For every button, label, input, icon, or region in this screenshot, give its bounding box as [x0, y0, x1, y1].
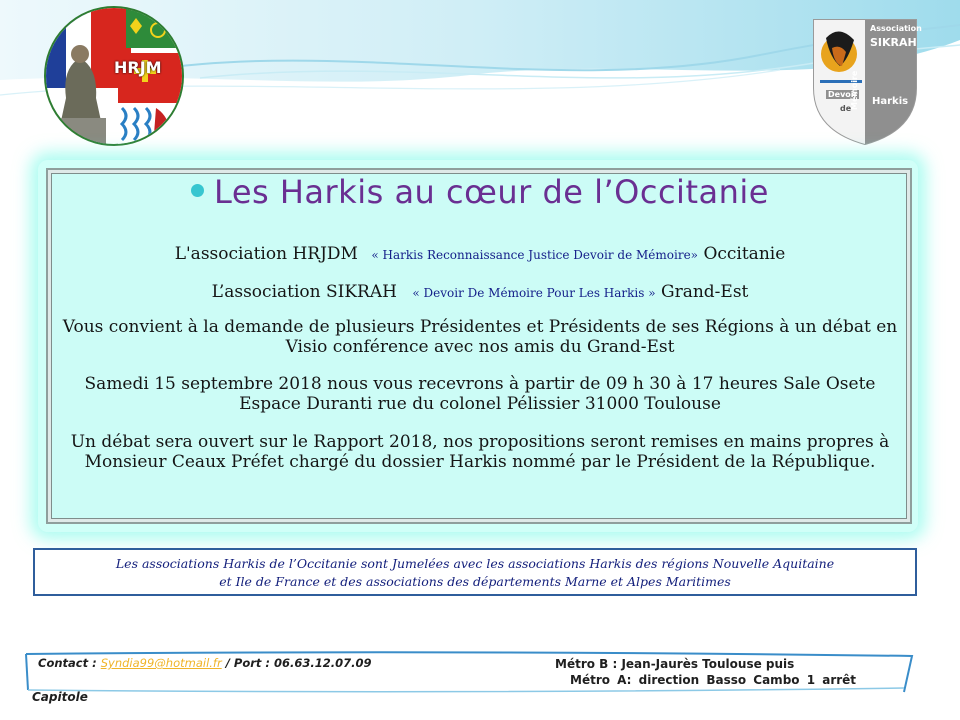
sikrah-logo-harkis: Harkis: [872, 96, 909, 107]
page-title-text: Les Harkis au cœur de l’Occitanie: [214, 173, 769, 211]
metro-capitole: Capitole: [32, 690, 88, 704]
association-hrjdm-quote: « Harkis Reconnaissance Justice Devoir de Mémoire»: [371, 248, 699, 262]
association-sikrah-name: L’association SIKRAH: [211, 282, 397, 302]
twinning-info-line-1: Les associations Harkis de l’Occitanie sont Jumelées avec les associations Harkis des régions Nouvelle Aquitaine: [115, 556, 835, 571]
association-hrjdm-line: [50, 244, 910, 265]
sikrah-logo-line2: SIKRAH: [870, 36, 917, 49]
sikrah-logo-memoire: Mémoire: [850, 70, 859, 110]
hrjm-logo: [44, 6, 184, 146]
sikrah-logo: [812, 18, 922, 146]
event-address-line: Espace Duranti rue du colonel Pélissier 31000 Toulouse: [239, 394, 721, 414]
twinning-info-box: [33, 548, 917, 596]
hrjm-logo-text: HRJM: [114, 58, 162, 77]
contact-email-link[interactable]: Syndia99@hotmail.fr: [100, 656, 222, 670]
contact-label: Contact :: [38, 656, 101, 670]
debate-line-1: Un débat sera ouvert sur le Rapport 2018, nos propositions seront remises en mains propres à: [70, 432, 890, 452]
bullet-icon: [191, 184, 204, 197]
sikrah-logo-devoir: Devoir: [828, 90, 858, 99]
invitation-line-1: Vous convient à la demande de plusieurs Présidentes et Présidents de ses Régions à un débat en: [62, 317, 898, 337]
twinning-info-line-2: et Ile de France et des associations des départements Marne et Alpes Maritimes: [219, 574, 731, 589]
sikrah-logo-de: de: [840, 104, 852, 113]
association-hrjdm-name: L'association HRJDM: [174, 244, 358, 264]
association-hrjdm-region: Occitanie: [703, 244, 786, 264]
association-sikrah-quote: « Devoir De Mémoire Pour Les Harkis »: [412, 286, 656, 300]
sikrah-logo-line1: Association: [870, 24, 922, 33]
event-date-line: Samedi 15 septembre 2018 nous vous recevrons à partir de 09 h 30 à 17 heures Sale Osete: [84, 374, 876, 394]
association-sikrah-region: Grand-Est: [661, 282, 749, 302]
association-sikrah-line: [50, 282, 910, 303]
metro-line-b: Métro B : Jean-Jaurès Toulouse puis: [555, 657, 795, 671]
debate-line-2: Monsieur Ceaux Préfet chargé du dossier Harkis nommé par le Président de la République.: [84, 452, 876, 472]
invitation-line-2: Visio conférence avec nos amis du Grand-Est: [285, 337, 675, 357]
page-title: [0, 173, 960, 211]
contact-phone: / Port : 06.63.12.07.09: [221, 656, 372, 670]
contact-info: [38, 656, 372, 670]
metro-line-a: Métro A: direction Basso Cambo 1 arrêt: [570, 673, 857, 687]
